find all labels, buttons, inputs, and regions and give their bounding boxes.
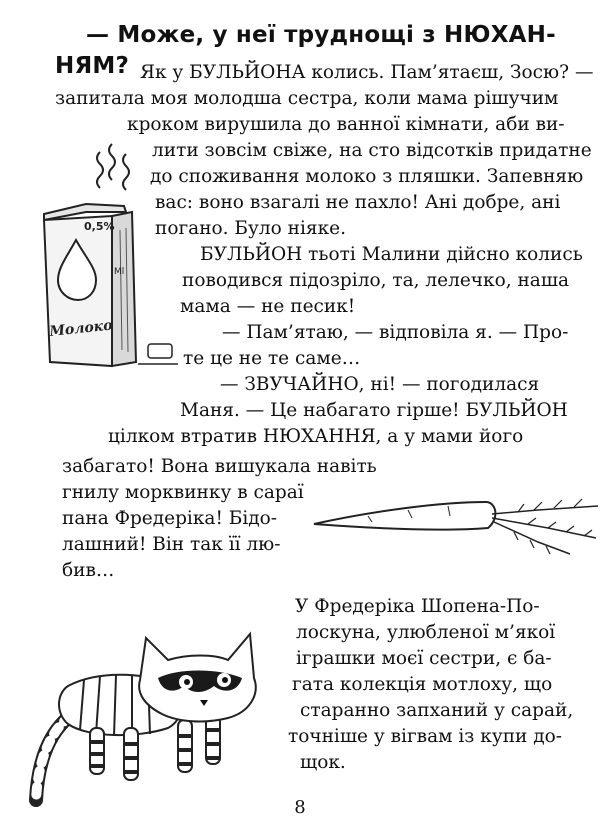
text-line: У Фредеріка Шопена-По- [295, 596, 540, 617]
text-line: до споживання молоко з пляшки. Запевняю [150, 166, 584, 187]
text-line: щок. [300, 752, 346, 773]
text-line: гата колекція мотлоху, що [292, 674, 553, 695]
text-line: гнилу морквинку в сараї [62, 482, 304, 503]
text-line: те це не те саме… [183, 348, 361, 369]
text-line: — Пам’ятаю, — відповіла я. — Про- [222, 322, 569, 343]
text-line: — Може, у неї труднощі з НЮХАН- [86, 22, 556, 48]
text-line: пана Фредеріка! Бідо- [62, 508, 278, 529]
carton-volume-text: Ml [114, 267, 125, 277]
text-line: Як у БУЛЬЙОНА колись. Пам’ятаєш, Зосю? — [140, 62, 594, 83]
carton-fat-text: 0,5% [84, 220, 115, 233]
text-line: лашний! Він так її лю- [62, 534, 281, 555]
text-line: БУЛЬЙОН тьоті Малини дійсно колись [200, 244, 583, 265]
text-line: запитала моя молодша сестра, коли мама рішучим [55, 88, 559, 109]
raccoon-illustration [28, 620, 263, 810]
text-line: іграшки моєї сестри, є ба- [296, 648, 552, 669]
text-line: — ЗВУЧАЙНО, ні! — погодилася [220, 374, 540, 395]
milk-carton-illustration [40, 140, 180, 375]
text-line: забагато! Вона вишукала навіть [62, 456, 377, 477]
text-line: погано. Було ніяке. [155, 218, 346, 239]
text-line: вас: воно взагалі не пахло! Ані добре, ані [155, 192, 561, 213]
text-line: точніше у вігвам із купи до- [288, 726, 563, 747]
text-line: НЯМ? [55, 53, 129, 79]
text-line: мама — не песик! [180, 296, 356, 317]
text-line: бив… [62, 560, 115, 581]
text-line: старанно запханий у сарай, [300, 700, 574, 721]
text-line: лоскуна, улюбленої м’якої [296, 622, 556, 643]
text-line: кроком вирушила до ванної кімнати, аби ви- [127, 114, 565, 135]
text-line: лити зовсім свіже, на сто відсотків придатне [152, 140, 592, 161]
text-line: цілком втратив НЮХАННЯ, а у мами його [108, 426, 524, 447]
carton-label-text: Молоко [48, 317, 114, 340]
text-line: Маня. — Це набагато гірше! БУЛЬЙОН [180, 400, 568, 421]
text-line: поводився підозріло, та, лелечко, наша [182, 270, 570, 291]
carrot-illustration [308, 488, 600, 560]
page-number: 8 [294, 797, 306, 818]
